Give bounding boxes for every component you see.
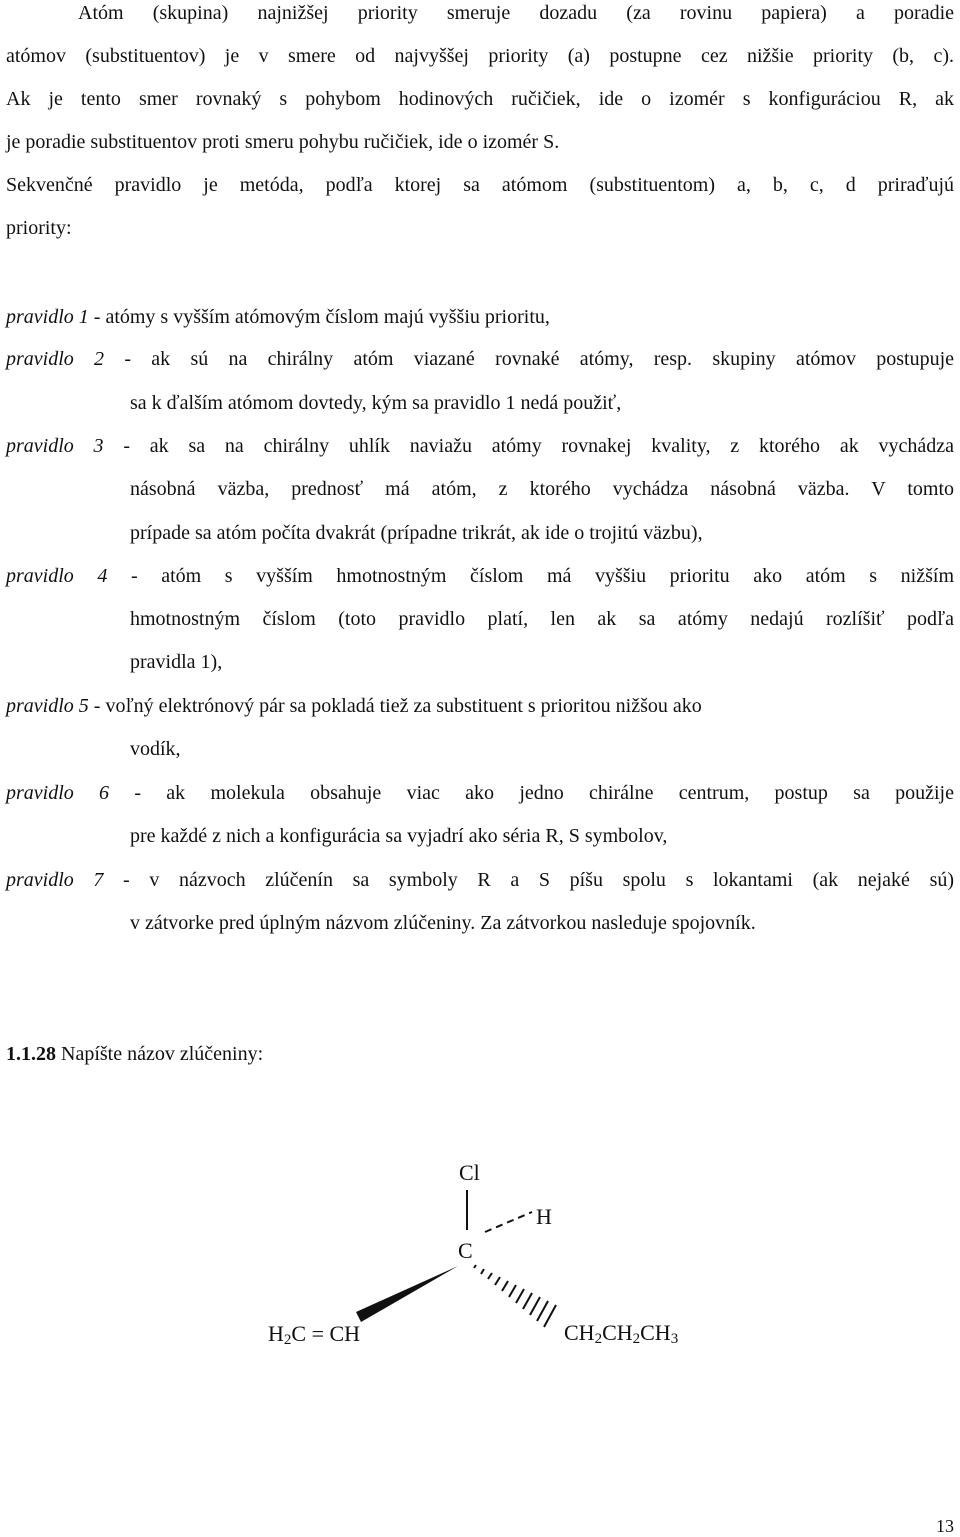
rule-4-cont-1: hmotnostným číslom (toto pravidlo platí, len ak sa atómy nedajú rozlíšiť podľa: [130, 608, 954, 630]
bond-h-dashed: [485, 1212, 532, 1232]
paragraph-line-6: priority:: [6, 217, 72, 239]
rule-1-name: pravidlo 1: [6, 306, 89, 328]
bond-wedge: [356, 1266, 458, 1322]
exercise-text: Napíšte názov zlúčeniny:: [61, 1043, 264, 1065]
propyl-ch-2: CH: [602, 1320, 633, 1345]
rule-3-text: - ak sa na chirálny uhlík naviažu atómy rovnakej kvality, z ktorého ak vychádza: [123, 435, 955, 457]
paragraph-line-5: Sekvenčné pravidlo je metóda, podľa ktorej sa atómom (substituentom) a, b, c, d priraďujú: [6, 174, 954, 196]
rule-1-text: - atómy s vyšším atómovým číslom majú vyššiu prioritu,: [93, 306, 550, 328]
rule-5-text: - voľný elektrónový pár sa pokladá tiež za substituent s prioritou nižšou ako: [93, 695, 702, 717]
rule-3-cont-1: násobná väzba, prednosť má atóm, z ktorého vychádza násobná väzba. V tomto: [130, 478, 954, 500]
propyl-ch-3: CH: [640, 1320, 671, 1345]
rule-4-name: pravidlo 4: [6, 565, 108, 587]
group-propyl: [564, 1320, 678, 1352]
propyl-subscript-1: 2: [594, 1331, 603, 1347]
paragraph-line-1: Atóm (skupina) najnižšej priority smeruje dozadu (za rovinu papiera) a poradie: [78, 2, 954, 24]
page-number: 13: [936, 1516, 954, 1536]
rule-2-cont-1: sa k ďalším atómom dovtedy, kým sa pravidlo 1 nedá použiť,: [130, 392, 622, 414]
group-vinyl: [268, 1321, 360, 1353]
propyl-ch-1: CH: [564, 1320, 595, 1345]
bond-hashed: [474, 1265, 556, 1327]
paragraph-line-2: atómov (substituentov) je v smere od najvyššej priority (a) postupne cez nižšie priority (b, c).: [6, 45, 954, 67]
paragraph-line-4: je poradie substituentov proti smeru pohybu ručičiek, ide o izomér S.: [6, 131, 560, 153]
atom-cl: Cl: [459, 1160, 480, 1185]
vinyl-rest: C = CH: [291, 1321, 361, 1346]
propyl-subscript-3: 3: [670, 1331, 679, 1347]
exercise-number: 1.1.28: [6, 1043, 56, 1065]
rule-7-text: - v názvoch zlúčenín sa symboly R a S píšu spolu s lokantami (ak nejaké sú): [123, 869, 955, 891]
rule-4-cont-2: pravidla 1),: [130, 651, 223, 673]
rule-3-name: pravidlo 3: [6, 435, 104, 457]
rule-2-text: - ak sú na chirálny atóm viazané rovnaké atómy, resp. skupiny atómov postupuje: [124, 348, 955, 370]
rule-5-name: pravidlo 5: [6, 695, 89, 717]
rule-6-name: pravidlo 6: [6, 782, 110, 804]
rule-6-cont-1: pre každé z nich a konfigurácia sa vyjadrí ako séria R, S symbolov,: [130, 825, 668, 847]
rule-4-text: - atóm s vyšším hmotnostným číslom má vyššiu prioritu ako atóm s nižším: [130, 565, 955, 587]
rule-7-name: pravidlo 7: [6, 869, 104, 891]
rule-7-cont-1: v zátvorke pred úplným názvom zlúčeniny. Za zátvorkou nasleduje spojovník.: [130, 912, 756, 934]
rule-5-cont-1: vodík,: [130, 738, 181, 760]
vinyl-h: H: [268, 1321, 284, 1346]
vinyl-subscript: 2: [283, 1332, 292, 1348]
atom-h: H: [536, 1204, 552, 1229]
atom-c-center: C: [458, 1238, 473, 1263]
rule-2-name: pravidlo 2: [6, 348, 105, 370]
propyl-subscript-2: 2: [632, 1331, 641, 1347]
paragraph-line-3: Ak je tento smer rovnaký s pohybom hodinových ručičiek, ide o izomér s konfiguráciou R, ak: [6, 88, 954, 110]
rule-3-cont-2: prípade sa atóm počíta dvakrát (prípadne trikrát, ak ide o trojitú väzbu),: [130, 522, 703, 544]
rule-6-text: - ak molekula obsahuje viac ako jedno chirálne centrum, postup sa použije: [134, 782, 954, 804]
